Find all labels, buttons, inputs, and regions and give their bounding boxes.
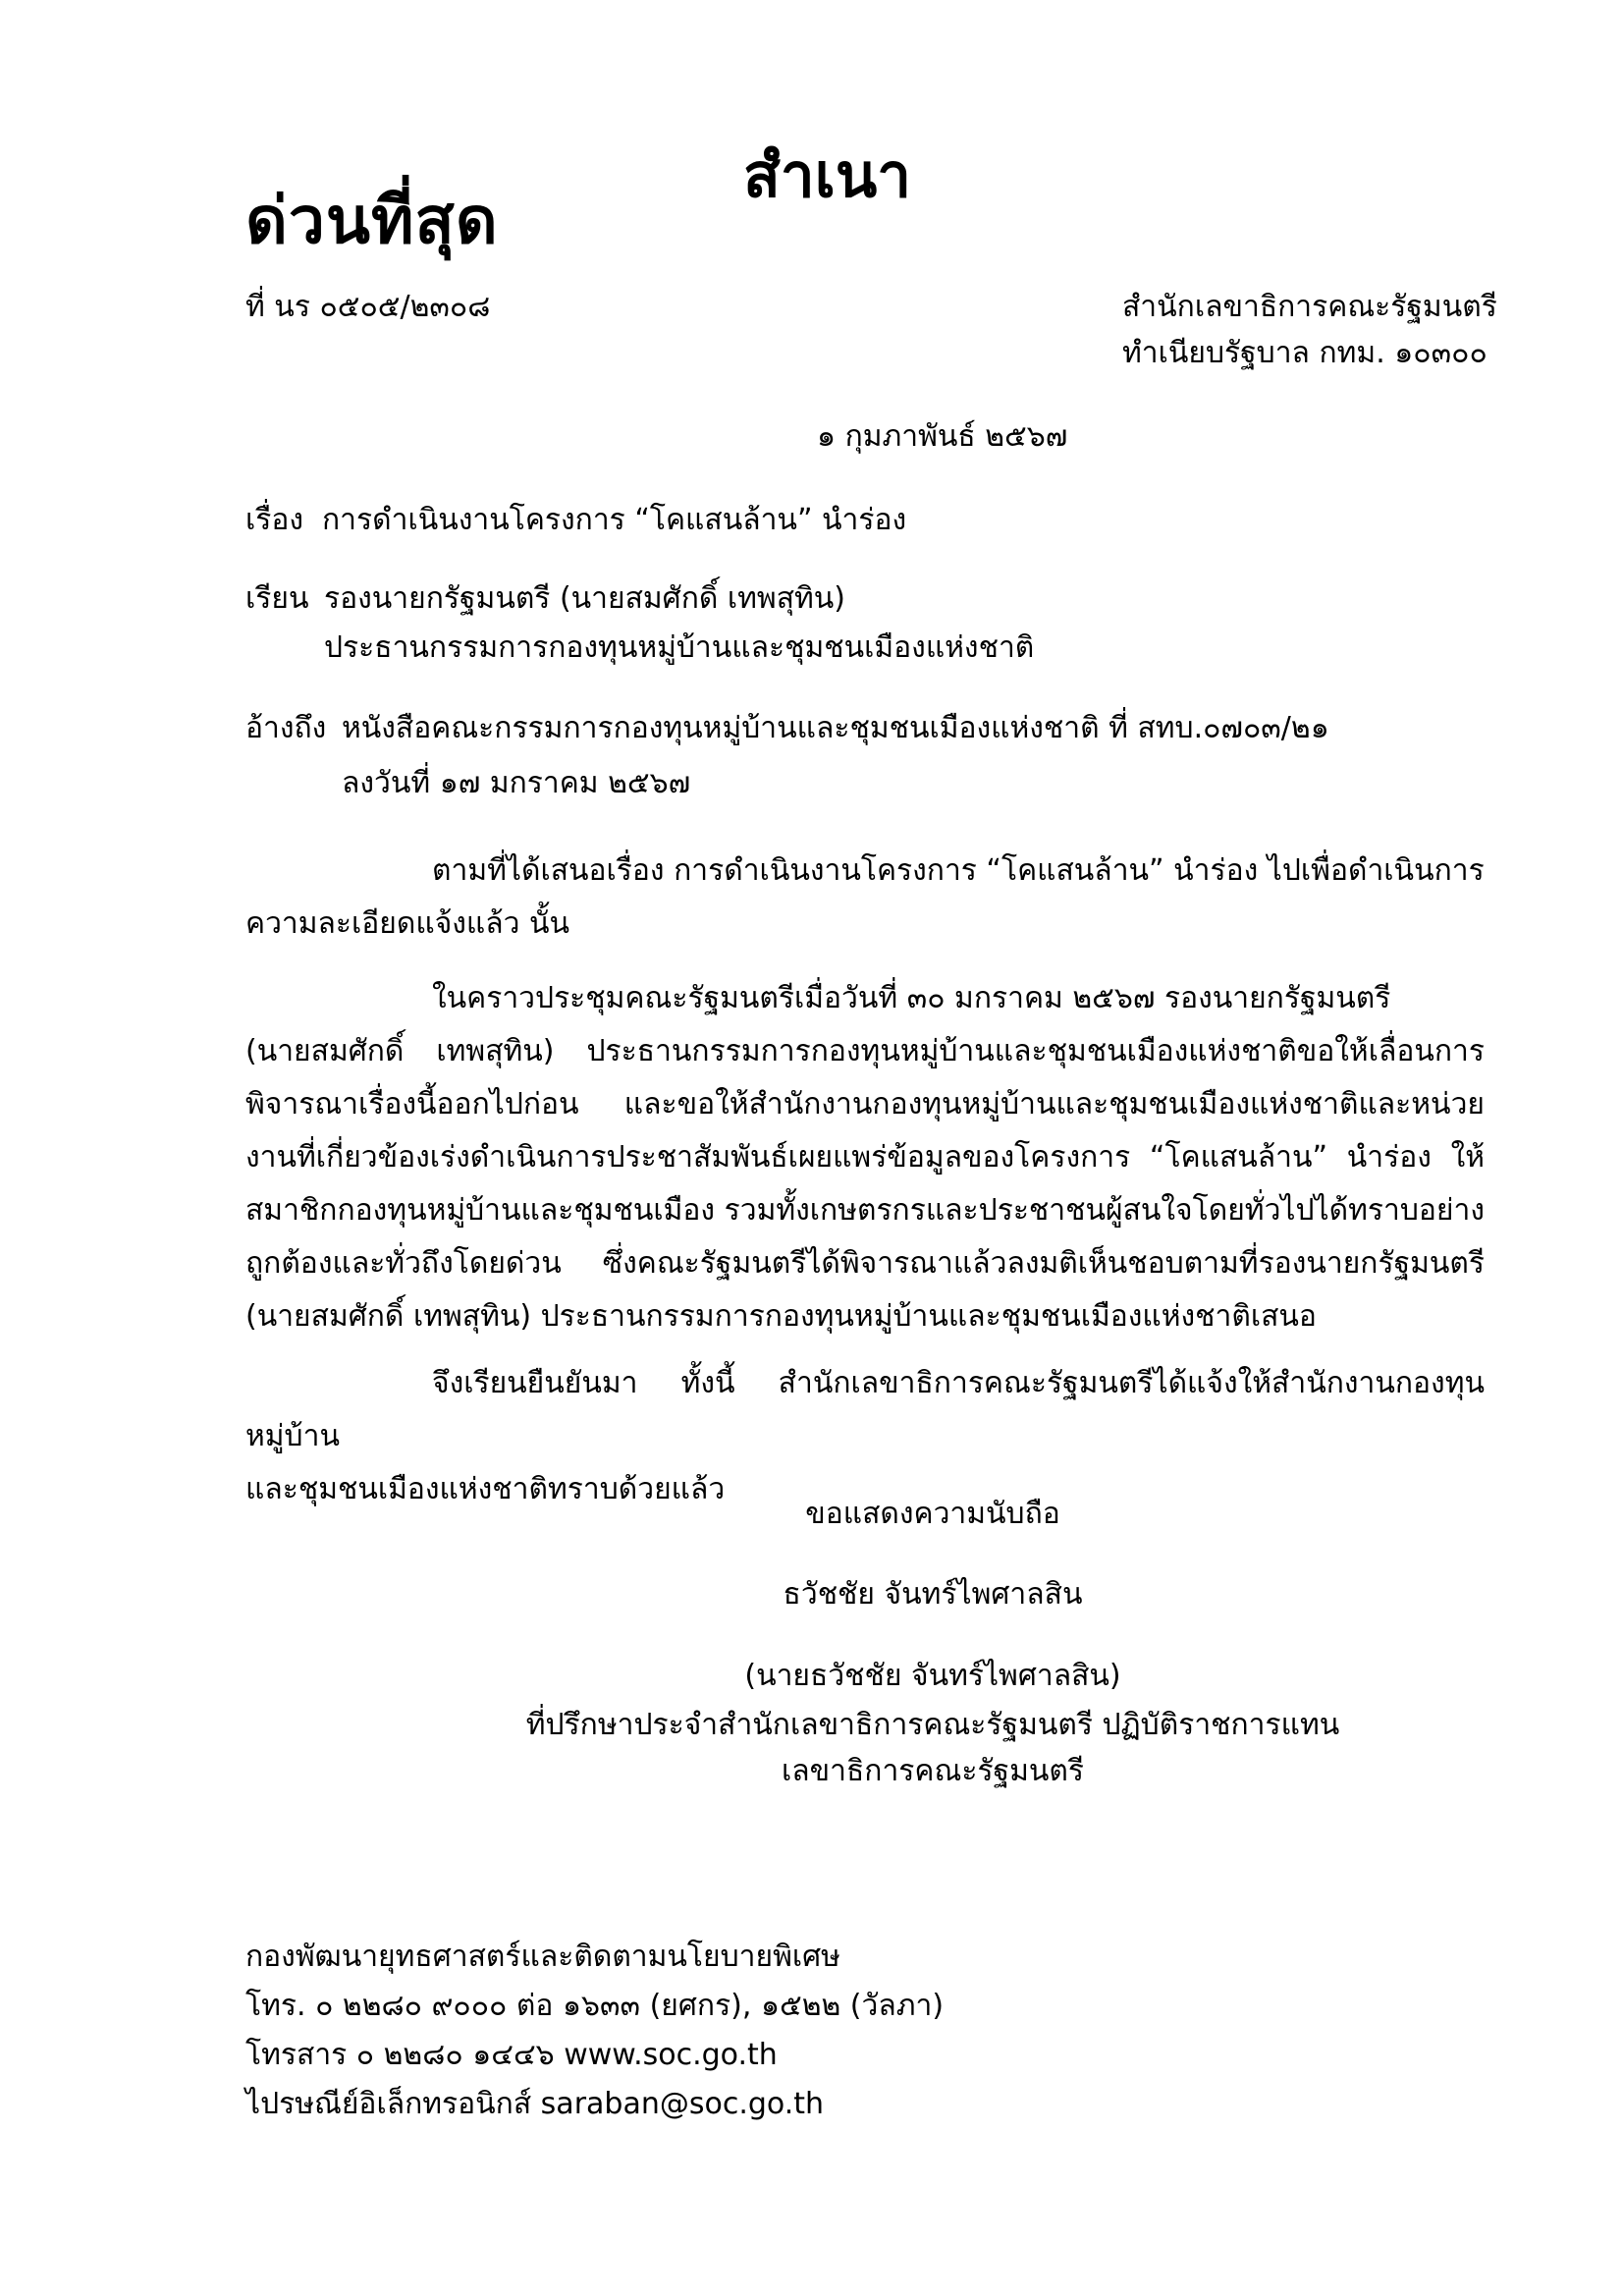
recipient-line2: ประธานกรรมการกองทุนหมู่บ้านและชุมชนเมืองแห่งชาติ	[324, 630, 1035, 665]
signatory-position-line1: ที่ปรึกษาประจำสำนักเลขาธิการคณะรัฐมนตรี ปฏิบัติราชการแทน	[525, 1708, 1340, 1742]
signatory-position-line2: เลขาธิการคณะรัฐมนตรี	[782, 1754, 1084, 1788]
division-name: กองพัฒนายุทธศาสตร์และติดตามนโยบายพิเศษ	[245, 1940, 840, 1974]
paragraph-continuation: และชุมชนเมืองแห่งชาติทราบด้วยแล้ว	[245, 1472, 726, 1506]
document-date: ๑ กุมภาพันธ์ ๒๕๖๗	[817, 419, 1068, 454]
phone-line: โทร. ๐ ๒๒๘๐ ๙๐๐๐ ต่อ ๑๖๓๓ (ยศกร), ๑๕๒๒ (วัลภา)	[245, 1989, 945, 2023]
fax-line: โทรสาร ๐ ๒๒๘๐ ๑๔๔๖ www.soc.go.th	[245, 2038, 778, 2072]
paragraph-continuation: ความละเอียดแจ้งแล้ว นั้น	[245, 906, 570, 941]
office-name: สำนักเลขาธิการคณะรัฐมนตรี	[1122, 290, 1497, 324]
paragraph-continuation: (นายสมศักดิ์ เทพสุทิน) ประธานกรรมการกองทุนหมู่บ้านและชุมชนเมืองแห่งชาติขอให้เลื่อนการพิจารณาเรื่องนี้ออกไปก่อน และขอให้สำนักงานกองทุนหมู่บ้านและชุมชนเมืองแห่งชาติและหน่วยงานที่เกี่ยวข้องเร่งดำเนินการประชาสัมพันธ์เผยแพร่ข้อมูลของโครงการ “โคแสนล้าน” นำร่อง ให้สมาชิกกองทุนหมู่บ้านและชุมชนเมือง รวมทั้งเกษตรกรและประชาชนผู้สนใจโดยทั่วไปได้ทราบอย่างถูกต้องและทั่วถึงโดยด่วน ซึ่งคณะรัฐมนตรีได้พิจารณาแล้วลงมติเห็นชอบตามที่รองนายกรัฐมนตรี (นายสมศักดิ์ เทพสุทิน) ประธานกรรมการกองทุนหมู่บ้านและชุมชนเมืองแห่งชาติเสนอ	[245, 1034, 1485, 1334]
signature: ธวัชชัย จันทร์ไพศาลสิน	[783, 1577, 1083, 1612]
copy-stamp: สำเนา	[743, 139, 912, 211]
reference-line2: ลงวันที่ ๑๗ มกราคม ๒๕๖๗	[342, 766, 691, 800]
recipient-label: เรียน	[245, 581, 309, 616]
recipient-line1: รองนายกรัฐมนตรี (นายสมศักดิ์ เทพสุทิน)	[324, 581, 846, 616]
reference-label: อ้างถึง	[245, 711, 327, 745]
paragraph-first-line: ในคราวประชุมคณะรัฐมนตรีเมื่อวันที่ ๓๐ มกราคม ๒๕๖๗ รองนายกรัฐมนตรี	[432, 981, 1391, 1015]
body-paragraph-2	[245, 972, 1485, 1343]
body-paragraph-1	[245, 845, 1485, 951]
document-number: ที่ นร ๐๕๐๕/๒๓๐๘	[245, 290, 491, 324]
closing-salutation: ขอแสดงความนับถือ	[805, 1497, 1060, 1531]
signatory-name: (นายธวัชชัย จันทร์ไพศาลสิน)	[744, 1659, 1121, 1693]
paragraph-first-line: ตามที่ได้เสนอเรื่อง การดำเนินงานโครงการ “โคแสนล้าน” นำร่อง ไปเพื่อดำเนินการ	[432, 853, 1485, 888]
reference-line1: หนังสือคณะกรรมการกองทุนหมู่บ้านและชุมชนเมืองแห่งชาติ ที่ สทบ.๐๗๐๓/๒๑	[342, 711, 1329, 745]
subject-label: เรื่อง	[245, 503, 304, 537]
office-address: ทำเนียบรัฐบาล กทม. ๑๐๓๐๐	[1122, 336, 1487, 370]
paragraph-first-line: จึงเรียนยืนยันมา ทั้งนี้ สำนักเลขาธิการคณะรัฐมนตรีได้แจ้งให้สำนักงานกองทุนหมู่บ้าน	[245, 1366, 1485, 1453]
contact-footer	[245, 1933, 944, 2129]
urgency-stamp: ด่วนที่สุด	[245, 183, 499, 258]
email-line: ไปรษณีย์อิเล็กทรอนิกส์ saraban@soc.go.th	[245, 2087, 825, 2121]
subject-text: การดำเนินงานโครงการ “โคแสนล้าน” นำร่อง	[322, 503, 907, 537]
